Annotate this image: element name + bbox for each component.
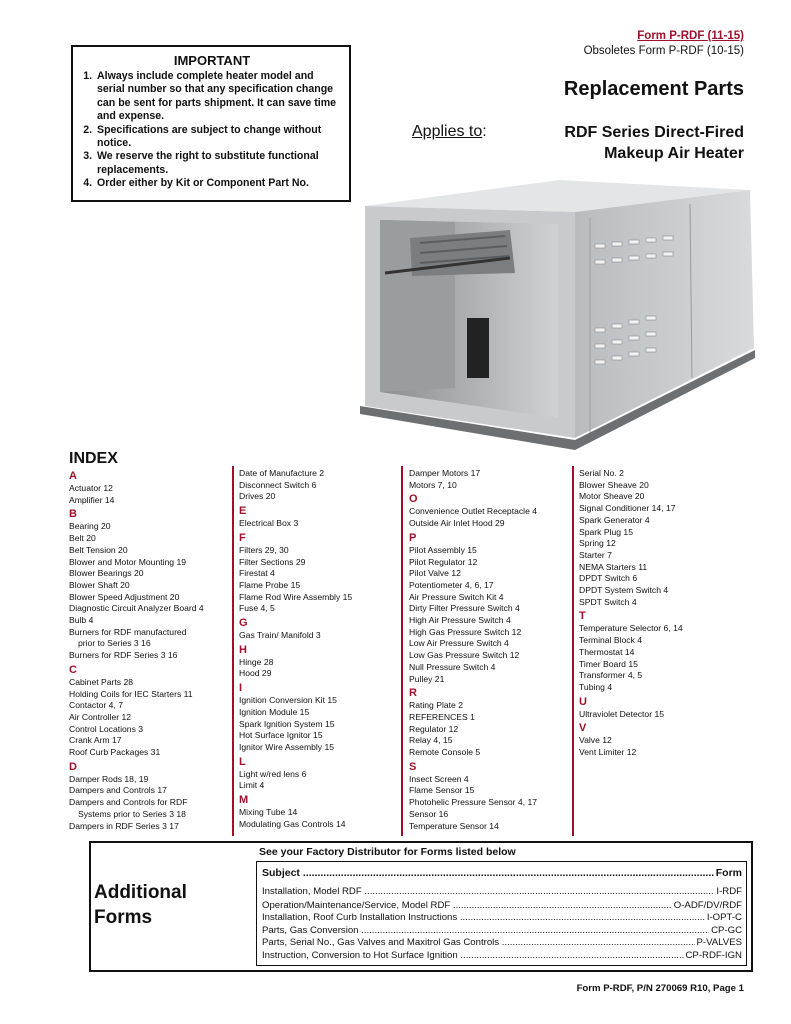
index-entry: Burners for RDF Series 3 16 — [69, 650, 178, 661]
form-code: P-VALVES — [696, 937, 742, 948]
index-entry: Drives 20 — [239, 491, 276, 502]
index-entry: Potentiometer 4, 6, 17 — [409, 579, 494, 590]
forms-table-row — [262, 950, 742, 961]
index-entry: Limit 4 — [239, 780, 265, 791]
index-entry: Hot Surface Ignitor 15 — [239, 730, 323, 741]
index-entry: Dirty Filter Pressure Switch 4 — [409, 603, 520, 614]
index-divider — [232, 466, 234, 836]
index-entry: Convenience Outlet Receptacle 4 — [409, 506, 538, 517]
forms-table-header — [262, 867, 742, 879]
important-item: 2. Specifications are subject to change without notice. — [95, 124, 343, 151]
index-entry: DPDT Switch 6 — [579, 573, 638, 584]
forms-table-row — [262, 886, 742, 897]
forms-table-row — [262, 925, 742, 936]
index-letter-heading: V — [579, 722, 587, 735]
index-entry: Burners for RDF manufactured — [69, 626, 187, 637]
index-entry: prior to Series 3 16 — [78, 638, 151, 649]
index-letter-heading: F — [239, 531, 246, 544]
index-entry: Low Gas Pressure Switch 12 — [409, 650, 520, 661]
index-entry: Low Air Pressure Switch 4 — [409, 638, 509, 649]
index-entry: Air Controller 12 — [69, 711, 132, 722]
index-entry: Fuse 4, 5 — [239, 603, 275, 614]
index-entry: Blower and Motor Mounting 19 — [69, 556, 187, 567]
form-subject: Parts, Gas Conversion ..... — [262, 925, 709, 936]
index-entry: Modulating Gas Controls 14 — [239, 818, 346, 829]
index-entry: Insect Screen 4 — [409, 773, 469, 784]
form-code: CP-GC — [711, 925, 742, 936]
form-subject: Parts, Serial No., Gas Valves and Maxitrol Gas Controls ..... — [262, 937, 695, 948]
important-item: 4. Order either by Kit or Component Part No. — [95, 177, 343, 190]
index-entry: Date of Manufacture 2 — [239, 468, 325, 478]
index-entry: Serial No. 2 — [579, 468, 624, 478]
index-letter-heading: T — [579, 610, 586, 623]
forms-table-row — [262, 912, 742, 923]
index-entry: Sensor 16 — [409, 808, 449, 819]
index-entry: Damper Motors 17 — [409, 468, 481, 478]
index-entry: Ignitor Wire Assembly 15 — [239, 741, 335, 752]
index-entry: Bearing 20 — [69, 521, 111, 532]
index-entry: Flame Rod Wire Assembly 15 — [239, 591, 353, 602]
index-entry: Blower Speed Adjustment 20 — [69, 591, 180, 602]
index-entry: Disconnect Switch 6 — [239, 479, 317, 490]
important-item: 1. Always include complete heater model and serial number so that any specification change can be sent for parts shipment. It can save time and expense. — [95, 70, 343, 124]
index-entry: Remote Console 5 — [409, 747, 481, 758]
index-entry: SPDT Switch 4 — [579, 596, 637, 607]
index-entry: Vent Limiter 12 — [579, 747, 637, 758]
product-name — [564, 122, 744, 164]
index-title: INDEX — [69, 450, 118, 467]
index-letter-heading: D — [69, 760, 77, 773]
index-entry: Valve 12 — [579, 735, 612, 746]
additional-forms-title-line-1: Additional — [94, 882, 187, 903]
index-entry: Dampers in RDF Series 3 17 — [69, 820, 179, 831]
index-entry: Rating Plate 2 — [409, 700, 463, 711]
index-letter-heading: U — [579, 695, 587, 708]
form-code-link[interactable]: Form P-RDF (11-15) — [637, 30, 744, 42]
form-code: I-OPT-C — [706, 912, 742, 923]
additional-forms-note: See your Factory Distributor for Forms listed below — [259, 846, 516, 858]
important-notice-box — [71, 45, 351, 202]
form-code: CP-RDF-IGN — [685, 950, 742, 961]
index-letter-heading: L — [239, 755, 246, 768]
index-entry: Electrical Box 3 — [239, 518, 299, 529]
index-entry: Systems prior to Series 3 18 — [78, 808, 186, 819]
index-entry: Pilot Regulator 12 — [409, 556, 478, 567]
product-line-1: RDF Series Direct-Fired — [564, 124, 744, 141]
index-entry: Hinge 28 — [239, 656, 274, 667]
index-column-3 — [409, 468, 537, 832]
index-entry: Ultraviolet Detector 15 — [579, 708, 665, 719]
index-entry: Hood 29 — [239, 668, 272, 679]
index-entry: Motor Sheave 20 — [579, 491, 645, 502]
important-item: 3. We reserve the right to substitute functional replacements. — [95, 150, 343, 177]
index-entry: Blower Sheave 20 — [579, 479, 649, 490]
index-entry: Air Pressure Switch Kit 4 — [409, 591, 504, 602]
index-entry: Bulb 4 — [69, 615, 94, 626]
index-entry: Regulator 12 — [409, 723, 459, 734]
index-entry: Ignition Conversion Kit 15 — [239, 695, 337, 706]
form-code: O-ADF/DV/RDF — [673, 900, 742, 911]
index-column-4 — [579, 468, 683, 759]
index-entry: REFERENCES 1 — [409, 711, 475, 722]
index-entry: Spring 12 — [579, 538, 616, 549]
index-entry: NEMA Starters 11 — [579, 561, 648, 572]
index-letter-heading: G — [239, 617, 248, 630]
form-subject: Instruction, Conversion to Hot Surface Ignition ..... — [262, 950, 684, 961]
index-entry: Actuator 12 — [69, 483, 113, 493]
forms-table-row — [262, 937, 742, 948]
page-title: Replacement Parts — [563, 78, 744, 100]
index-entry: Pulley 21 — [409, 673, 445, 684]
index-entry: Outside Air Inlet Hood 29 — [409, 518, 505, 529]
index-column-2 — [239, 468, 352, 830]
index-entry: Photohelic Pressure Sensor 4, 17 — [409, 797, 538, 808]
index-entry: Temperature Selector 6, 14 — [579, 623, 683, 634]
index-entry: Transformer 4, 5 — [579, 670, 643, 681]
index-column-1 — [69, 468, 204, 832]
index-letter-heading: H — [239, 643, 247, 656]
index-letter-heading: B — [69, 508, 77, 521]
index-entry: Amplifier 14 — [69, 494, 115, 505]
additional-forms-title-line-2: Forms — [94, 907, 153, 928]
index-entry: Pilot Valve 12 — [409, 568, 461, 579]
form-subject: Operation/Maintenance/Service, Model RDF ..... — [262, 900, 672, 911]
product-line-2: Makeup Air Heater — [604, 145, 744, 162]
index-divider — [401, 466, 403, 836]
index-letter-heading: C — [69, 663, 77, 676]
index-entry: Cabinet Parts 28 — [69, 676, 134, 687]
index-entry: Filter Sections 29 — [239, 556, 306, 567]
important-list — [81, 70, 343, 191]
forms-header-subject: Subject ..... — [262, 867, 714, 879]
index-entry: Thermostat 14 — [579, 646, 635, 657]
index-entry: Motors 7, 10 — [409, 479, 457, 490]
index-letter-heading: P — [409, 531, 417, 544]
index-entry: Signal Conditioner 14, 17 — [579, 503, 676, 514]
index-entry: Dampers and Controls for RDF — [69, 797, 188, 808]
index-entry: High Air Pressure Switch 4 — [409, 615, 511, 626]
index-entry: Mixing Tube 14 — [239, 807, 298, 818]
index-entry: Gas Train/ Manifold 3 — [239, 630, 321, 641]
index-entry: Ignition Module 15 — [239, 706, 310, 717]
index-entry: Tubing 4 — [579, 681, 613, 692]
index-entry: Spark Generator 4 — [579, 514, 650, 525]
index-letter-heading: E — [239, 505, 247, 518]
index-letter-heading: R — [409, 687, 417, 700]
index-entry: Light w/red lens 6 — [239, 768, 307, 779]
form-code: I-RDF — [716, 886, 742, 897]
index-entry: Crank Arm 17 — [69, 735, 122, 746]
forms-header-form: Form — [715, 867, 742, 879]
index-entry: Blower Shaft 20 — [69, 579, 130, 590]
index-divider — [572, 466, 574, 836]
index-entry: High Gas Pressure Switch 12 — [409, 626, 522, 637]
index-entry: DPDT System Switch 4 — [579, 585, 669, 596]
index-entry: Temperature Sensor 14 — [409, 820, 499, 831]
index-entry: Belt 20 — [69, 533, 96, 544]
index-letter-heading: O — [409, 493, 418, 506]
index-entry: Terminal Block 4 — [579, 635, 643, 646]
important-heading: IMPORTANT — [173, 53, 251, 68]
index-entry: Null Pressure Switch 4 — [409, 661, 496, 672]
index-entry: Contactor 4, 7 — [69, 700, 123, 711]
forms-table-row — [262, 900, 742, 911]
index-entry: Dampers and Controls 17 — [69, 785, 167, 796]
index-entry: Filters 29, 30 — [239, 544, 289, 555]
applies-to-colon: : — [482, 123, 487, 140]
index-entry: Timer Board 15 — [579, 658, 638, 669]
applies-to-text: Applies to — [412, 123, 483, 140]
index-letter-heading: A — [69, 470, 77, 482]
index-entry: Roof Curb Packages 31 — [69, 747, 161, 758]
index-entry: Blower Bearings 20 — [69, 568, 144, 579]
additional-forms-title — [94, 880, 187, 930]
index-entry: Belt Tension 20 — [69, 544, 128, 555]
index-entry: Pilot Assembly 15 — [409, 544, 477, 555]
index-entry: Flame Probe 15 — [239, 579, 301, 590]
form-subject: Installation, Model RDF ..... — [262, 886, 714, 897]
index-entry: Spark Plug 15 — [579, 526, 633, 537]
index-entry: Relay 4, 15 — [409, 735, 453, 746]
form-subject: Installation, Roof Curb Installation Instructions ..... — [262, 912, 705, 923]
index-letter-heading: I — [239, 682, 243, 695]
index-letter-heading: S — [409, 760, 417, 773]
index-entry: Damper Rods 18, 19 — [69, 773, 149, 784]
heater-unit-photo — [350, 178, 758, 456]
index-entry: Firestat 4 — [239, 568, 275, 579]
page-footer: Form P-RDF, P/N 270069 R10, Page 1 — [576, 983, 744, 994]
index-entry: Holding Coils for IEC Starters 11 — [69, 688, 193, 699]
index-entry: Diagnostic Circuit Analyzer Board 4 — [69, 603, 204, 614]
index-entry: Control Locations 3 — [69, 723, 144, 734]
applies-to-label — [412, 123, 487, 141]
obsoletes-note: Obsoletes Form P-RDF (10-15) — [583, 45, 744, 57]
index-entry: Starter 7 — [579, 549, 612, 560]
index-entry: Spark Ignition System 15 — [239, 718, 335, 729]
index-entry: Flame Sensor 15 — [409, 785, 475, 796]
index-letter-heading: M — [239, 794, 249, 807]
